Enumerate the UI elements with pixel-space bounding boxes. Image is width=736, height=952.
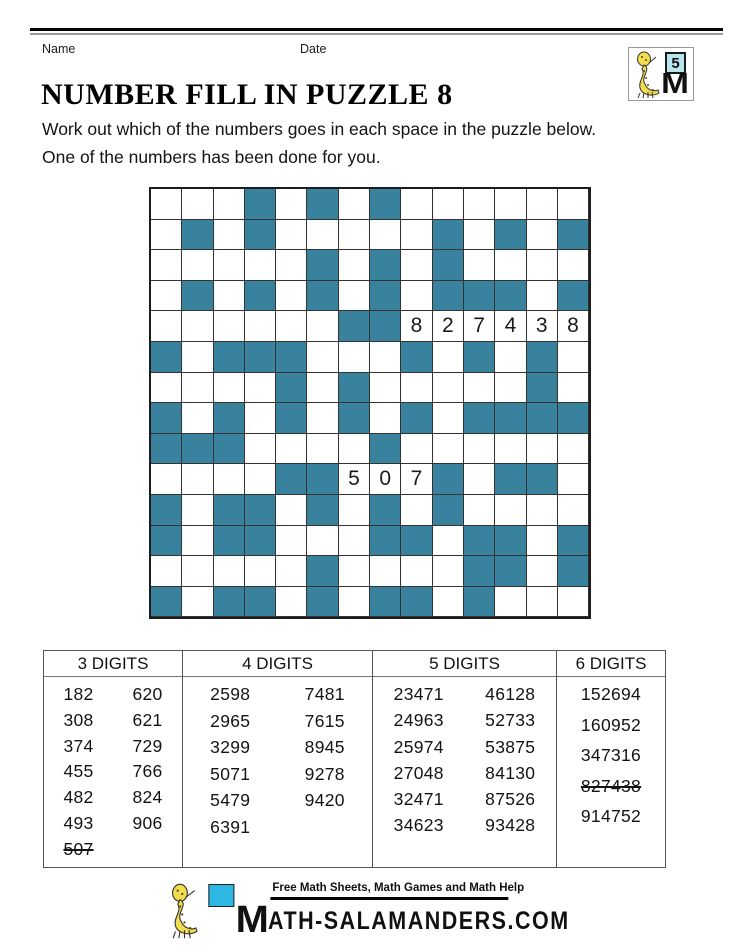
bank-group-header: 6 DIGITS — [557, 651, 665, 677]
grid-cell-blocked — [245, 220, 276, 251]
grid-cell-blocked — [527, 464, 558, 495]
grid-cell-blocked — [214, 342, 245, 373]
bank-number: 914752 — [580, 806, 642, 827]
grid-cell — [214, 464, 245, 495]
grid-cell-blocked — [558, 526, 589, 557]
grid-cell-blocked — [214, 495, 245, 526]
bank-column — [557, 684, 665, 867]
grid-cell — [307, 342, 338, 373]
bank-number: 93428 — [485, 815, 536, 836]
grid-cell: 5 — [339, 464, 370, 495]
grid-cell-blocked — [214, 587, 245, 618]
grid-cell-blocked — [527, 342, 558, 373]
grid-cell-blocked — [495, 220, 526, 251]
grid-cell-blocked — [495, 403, 526, 434]
grid-cell — [339, 281, 370, 312]
grid-cell-blocked — [527, 373, 558, 404]
bank-number: 374 — [63, 735, 94, 756]
grid-cell — [401, 220, 432, 251]
grid-cell — [151, 220, 182, 251]
bank-column — [278, 684, 373, 867]
bank-number: 2965 — [210, 710, 251, 731]
grid-cell — [464, 373, 495, 404]
grid-cell-blocked — [433, 495, 464, 526]
bank-number: 87526 — [485, 789, 536, 810]
grid-cell-blocked — [401, 587, 432, 618]
grid-cell — [182, 403, 213, 434]
bank-number: 906 — [132, 812, 163, 833]
grid-cell — [151, 373, 182, 404]
grid-cell-blocked — [214, 434, 245, 465]
grid-cell — [401, 373, 432, 404]
grid-cell — [370, 403, 401, 434]
bank-number: 493 — [63, 812, 94, 833]
bank-number: 2598 — [210, 684, 251, 704]
grid-cell — [276, 189, 307, 220]
grid-cell — [182, 464, 213, 495]
grid-cell — [495, 342, 526, 373]
grid-cell: 7 — [401, 464, 432, 495]
grid-cell — [558, 189, 589, 220]
grid-cell-blocked — [151, 342, 182, 373]
footer-salamander-icon — [166, 882, 200, 940]
bank-column — [183, 684, 278, 867]
grid-cell — [527, 250, 558, 281]
grid-cell — [276, 434, 307, 465]
grid-cell — [527, 526, 558, 557]
bank-number: 824 — [132, 787, 163, 808]
grid-cell-blocked — [151, 403, 182, 434]
grid-cell — [464, 434, 495, 465]
grid-cell — [433, 342, 464, 373]
grid-cell — [182, 373, 213, 404]
grid-cell — [433, 587, 464, 618]
grid-cell-blocked — [370, 189, 401, 220]
grid-cell-blocked — [401, 526, 432, 557]
top-rule-shadow — [30, 33, 723, 35]
grid-cell-blocked — [307, 250, 338, 281]
grid-cell — [527, 189, 558, 220]
bank-number: 729 — [132, 735, 163, 756]
grid-cell — [151, 464, 182, 495]
grid-cell — [214, 250, 245, 281]
bank-number: 9420 — [304, 790, 345, 810]
grid-cell — [495, 373, 526, 404]
bank-number: 27048 — [393, 762, 444, 783]
grid-cell — [276, 311, 307, 342]
grid-cell — [370, 342, 401, 373]
grid-cell — [307, 434, 338, 465]
grid-cell — [527, 434, 558, 465]
grid-cell — [245, 434, 276, 465]
grid-cell-blocked — [245, 495, 276, 526]
grid-cell: 3 — [527, 311, 558, 342]
grid-cell — [276, 250, 307, 281]
grid-cell-blocked — [464, 403, 495, 434]
grid-cell — [182, 587, 213, 618]
grid-cell — [433, 526, 464, 557]
grid-cell: 8 — [401, 311, 432, 342]
grid-cell-blocked — [433, 220, 464, 251]
grid-cell — [339, 587, 370, 618]
grid-cell: 7 — [464, 311, 495, 342]
grid-cell-blocked — [495, 556, 526, 587]
grid-cell-blocked — [214, 403, 245, 434]
grid-cell-blocked — [558, 281, 589, 312]
grid-cell-blocked — [276, 464, 307, 495]
grid-cell — [558, 587, 589, 618]
grid-cell — [151, 311, 182, 342]
grade-logo-badge — [628, 47, 694, 101]
grid-cell — [151, 189, 182, 220]
bank-group — [373, 651, 557, 867]
grid-cell — [495, 495, 526, 526]
grid-cell — [276, 281, 307, 312]
grid-cell-blocked — [495, 526, 526, 557]
grid-cell-blocked — [339, 311, 370, 342]
footer-text-block — [206, 882, 569, 939]
grid-cell — [276, 220, 307, 251]
grid-cell — [214, 281, 245, 312]
bank-number: 482 — [63, 787, 94, 808]
grid-cell — [339, 495, 370, 526]
grid-cell-blocked — [307, 556, 338, 587]
grid-cell — [339, 189, 370, 220]
grid-cell — [527, 281, 558, 312]
grid-cell — [527, 587, 558, 618]
instruction-line-1: Work out which of the numbers goes in each space in the puzzle below. — [42, 119, 597, 139]
bank-number: 5479 — [210, 790, 251, 810]
bank-number: 160952 — [580, 714, 642, 735]
grid-cell — [558, 464, 589, 495]
grid-cell — [464, 189, 495, 220]
grid-cell-blocked — [182, 434, 213, 465]
grid-cell — [214, 556, 245, 587]
grid-cell — [464, 220, 495, 251]
grid-cell-blocked — [151, 587, 182, 618]
grid-cell: 4 — [495, 311, 526, 342]
grid-cell — [527, 495, 558, 526]
grid-cell — [214, 311, 245, 342]
grid-cell — [276, 587, 307, 618]
grid-cell: 2 — [433, 311, 464, 342]
bank-number: 621 — [132, 709, 163, 730]
bank-number: 34623 — [393, 815, 444, 836]
footer-tagline: Free Math Sheets, Math Games and Math Help — [272, 882, 525, 894]
grid-cell — [558, 342, 589, 373]
grid-cell — [307, 403, 338, 434]
grade-number-sign: 5 — [665, 52, 686, 74]
grid-cell — [214, 373, 245, 404]
site-name — [235, 898, 570, 941]
footer-sign-icon — [208, 884, 234, 907]
grid-cell — [401, 250, 432, 281]
grid-cell — [527, 220, 558, 251]
grid-cell — [182, 189, 213, 220]
grid-cell-blocked — [307, 464, 338, 495]
grid-cell — [245, 250, 276, 281]
grid-cell-blocked — [276, 342, 307, 373]
grid-cell — [214, 189, 245, 220]
footer-rule — [270, 897, 508, 900]
grid-cell-blocked — [464, 342, 495, 373]
number-bank — [43, 650, 666, 868]
grid-cell-blocked — [370, 281, 401, 312]
bank-number: 52733 — [485, 710, 536, 731]
grid-cell — [401, 434, 432, 465]
grid-cell — [339, 250, 370, 281]
grid-cell — [151, 281, 182, 312]
grid-cell-blocked — [558, 556, 589, 587]
bank-group-header: 3 DIGITS — [44, 651, 182, 677]
grid-cell: 8 — [558, 311, 589, 342]
grid-cell-blocked — [527, 403, 558, 434]
grid-cell-blocked — [245, 342, 276, 373]
bank-group-header: 4 DIGITS — [183, 651, 372, 677]
grid-cell — [495, 250, 526, 281]
bank-number: 182 — [63, 684, 94, 704]
bank-number: 766 — [132, 761, 163, 782]
grid-cell-blocked — [245, 281, 276, 312]
grid-cell-blocked — [151, 495, 182, 526]
grid-cell — [495, 189, 526, 220]
bank-column — [373, 684, 465, 867]
grid-cell-blocked — [307, 587, 338, 618]
grid-cell-blocked — [401, 342, 432, 373]
grid-cell — [558, 495, 589, 526]
grid-cell — [558, 434, 589, 465]
bank-number: 3299 — [210, 737, 251, 757]
grid-cell — [182, 311, 213, 342]
bank-group — [44, 651, 183, 867]
grid-cell — [401, 556, 432, 587]
grid-cell — [370, 220, 401, 251]
bank-number: 32471 — [393, 789, 444, 810]
grid-cell — [370, 373, 401, 404]
bank-number: 84130 — [485, 762, 536, 783]
grid-cell-blocked — [182, 281, 213, 312]
name-label: Name — [42, 42, 76, 56]
grid-cell-blocked — [370, 311, 401, 342]
grid-cell — [339, 556, 370, 587]
grid-cell — [276, 495, 307, 526]
grid-cell — [245, 403, 276, 434]
grid-cell — [182, 342, 213, 373]
grid-cell-blocked — [464, 526, 495, 557]
grid-cell — [339, 220, 370, 251]
bank-number: 53875 — [485, 736, 536, 757]
grid-cell — [558, 250, 589, 281]
grid-cell-blocked — [276, 403, 307, 434]
bank-number: 6391 — [210, 816, 251, 837]
grid-cell-blocked — [495, 464, 526, 495]
footer — [166, 882, 569, 940]
bank-number: 827438 — [580, 775, 642, 796]
grid-cell — [307, 311, 338, 342]
instruction-line-2: One of the numbers has been done for you. — [42, 146, 381, 167]
top-rule — [30, 28, 723, 31]
bank-column — [465, 684, 557, 867]
grid-cell — [433, 403, 464, 434]
grid-cell — [401, 189, 432, 220]
site-rest-text: ATH-SALAMANDERS.COM — [268, 906, 570, 935]
grid-cell-blocked — [433, 281, 464, 312]
grid-cell — [339, 434, 370, 465]
grid-cell-blocked — [370, 250, 401, 281]
grid-cell — [307, 220, 338, 251]
grid-cell-blocked — [245, 587, 276, 618]
grid-cell — [182, 526, 213, 557]
grid-cell-blocked — [495, 281, 526, 312]
grid-cell-blocked — [151, 434, 182, 465]
bank-group-header: 5 DIGITS — [373, 651, 556, 677]
bank-number: 23471 — [393, 684, 444, 704]
site-initial-m: M — [235, 898, 269, 941]
grid-cell — [339, 342, 370, 373]
grid-cell-blocked — [558, 403, 589, 434]
bank-number: 5071 — [210, 763, 251, 784]
bank-number: 347316 — [580, 745, 642, 766]
grid-cell — [495, 434, 526, 465]
bank-number: 455 — [63, 761, 94, 782]
grid-cell — [182, 495, 213, 526]
grid-cell-blocked — [370, 434, 401, 465]
grid-cell — [307, 526, 338, 557]
grid-cell-blocked — [151, 526, 182, 557]
bank-column — [113, 684, 182, 867]
grid-cell — [182, 556, 213, 587]
grid-cell — [245, 311, 276, 342]
page-title: NUMBER FILL IN PUZZLE 8 — [41, 78, 453, 111]
grid-cell-blocked — [370, 526, 401, 557]
grid-cell-blocked — [307, 495, 338, 526]
grid-cell-blocked — [182, 220, 213, 251]
grid-cell — [464, 250, 495, 281]
bank-number: 24963 — [393, 710, 444, 731]
grid-cell — [276, 526, 307, 557]
grid-cell — [370, 556, 401, 587]
bank-number: 7615 — [304, 710, 345, 731]
grid-cell — [558, 373, 589, 404]
grid-cell — [464, 495, 495, 526]
grid-cell-blocked — [307, 281, 338, 312]
bank-number: 25974 — [393, 736, 444, 757]
grid-cell-blocked — [245, 526, 276, 557]
grid-cell — [433, 434, 464, 465]
bank-number: 7481 — [304, 684, 345, 704]
grid-cell — [339, 526, 370, 557]
logo-m-letter: M — [661, 68, 689, 100]
salamander-icon — [632, 51, 662, 99]
bank-number: 620 — [132, 684, 163, 704]
bank-number: 46128 — [485, 684, 536, 704]
grid-cell — [495, 587, 526, 618]
date-label: Date — [300, 42, 327, 56]
bank-number: 507 — [63, 838, 94, 859]
bank-number: 9278 — [304, 763, 345, 784]
grid-cell-blocked — [339, 403, 370, 434]
grid-cell — [464, 464, 495, 495]
grid-cell — [433, 189, 464, 220]
grid-cell — [214, 220, 245, 251]
bank-number: 308 — [63, 709, 94, 730]
grid-cell — [433, 556, 464, 587]
grid-cell: 0 — [370, 464, 401, 495]
grid-cell-blocked — [276, 373, 307, 404]
grid-cell-blocked — [433, 464, 464, 495]
grid-cell-blocked — [307, 189, 338, 220]
grid-cell-blocked — [464, 587, 495, 618]
grid-cell-blocked — [401, 403, 432, 434]
grid-cell-blocked — [464, 281, 495, 312]
grid-cell-blocked — [464, 556, 495, 587]
bank-columns — [183, 677, 372, 867]
grid-cell — [527, 556, 558, 587]
grid-cell — [182, 250, 213, 281]
grid-cell — [151, 250, 182, 281]
bank-columns — [373, 677, 556, 867]
bank-number: 8945 — [304, 737, 345, 757]
grid-cell — [245, 373, 276, 404]
grid-cell — [245, 556, 276, 587]
grid-cell — [401, 281, 432, 312]
grid-cell — [245, 464, 276, 495]
bank-number: 152694 — [580, 684, 642, 704]
grid-cell-blocked — [558, 220, 589, 251]
grid-cell — [433, 373, 464, 404]
grid-cell — [307, 373, 338, 404]
bank-columns — [557, 677, 665, 867]
grid-cell — [151, 556, 182, 587]
grid-cell-blocked — [339, 373, 370, 404]
bank-columns — [44, 677, 182, 867]
puzzle-grid — [149, 187, 591, 619]
bank-column — [44, 684, 113, 867]
grid-cell — [401, 495, 432, 526]
bank-group — [183, 651, 373, 867]
grid-cell — [276, 556, 307, 587]
grid-cell-blocked — [245, 189, 276, 220]
bank-group — [557, 651, 665, 867]
instructions — [42, 116, 596, 171]
grid-cell-blocked — [370, 495, 401, 526]
grid-cell-blocked — [214, 526, 245, 557]
grid-cell-blocked — [433, 250, 464, 281]
grid-cell-blocked — [370, 587, 401, 618]
